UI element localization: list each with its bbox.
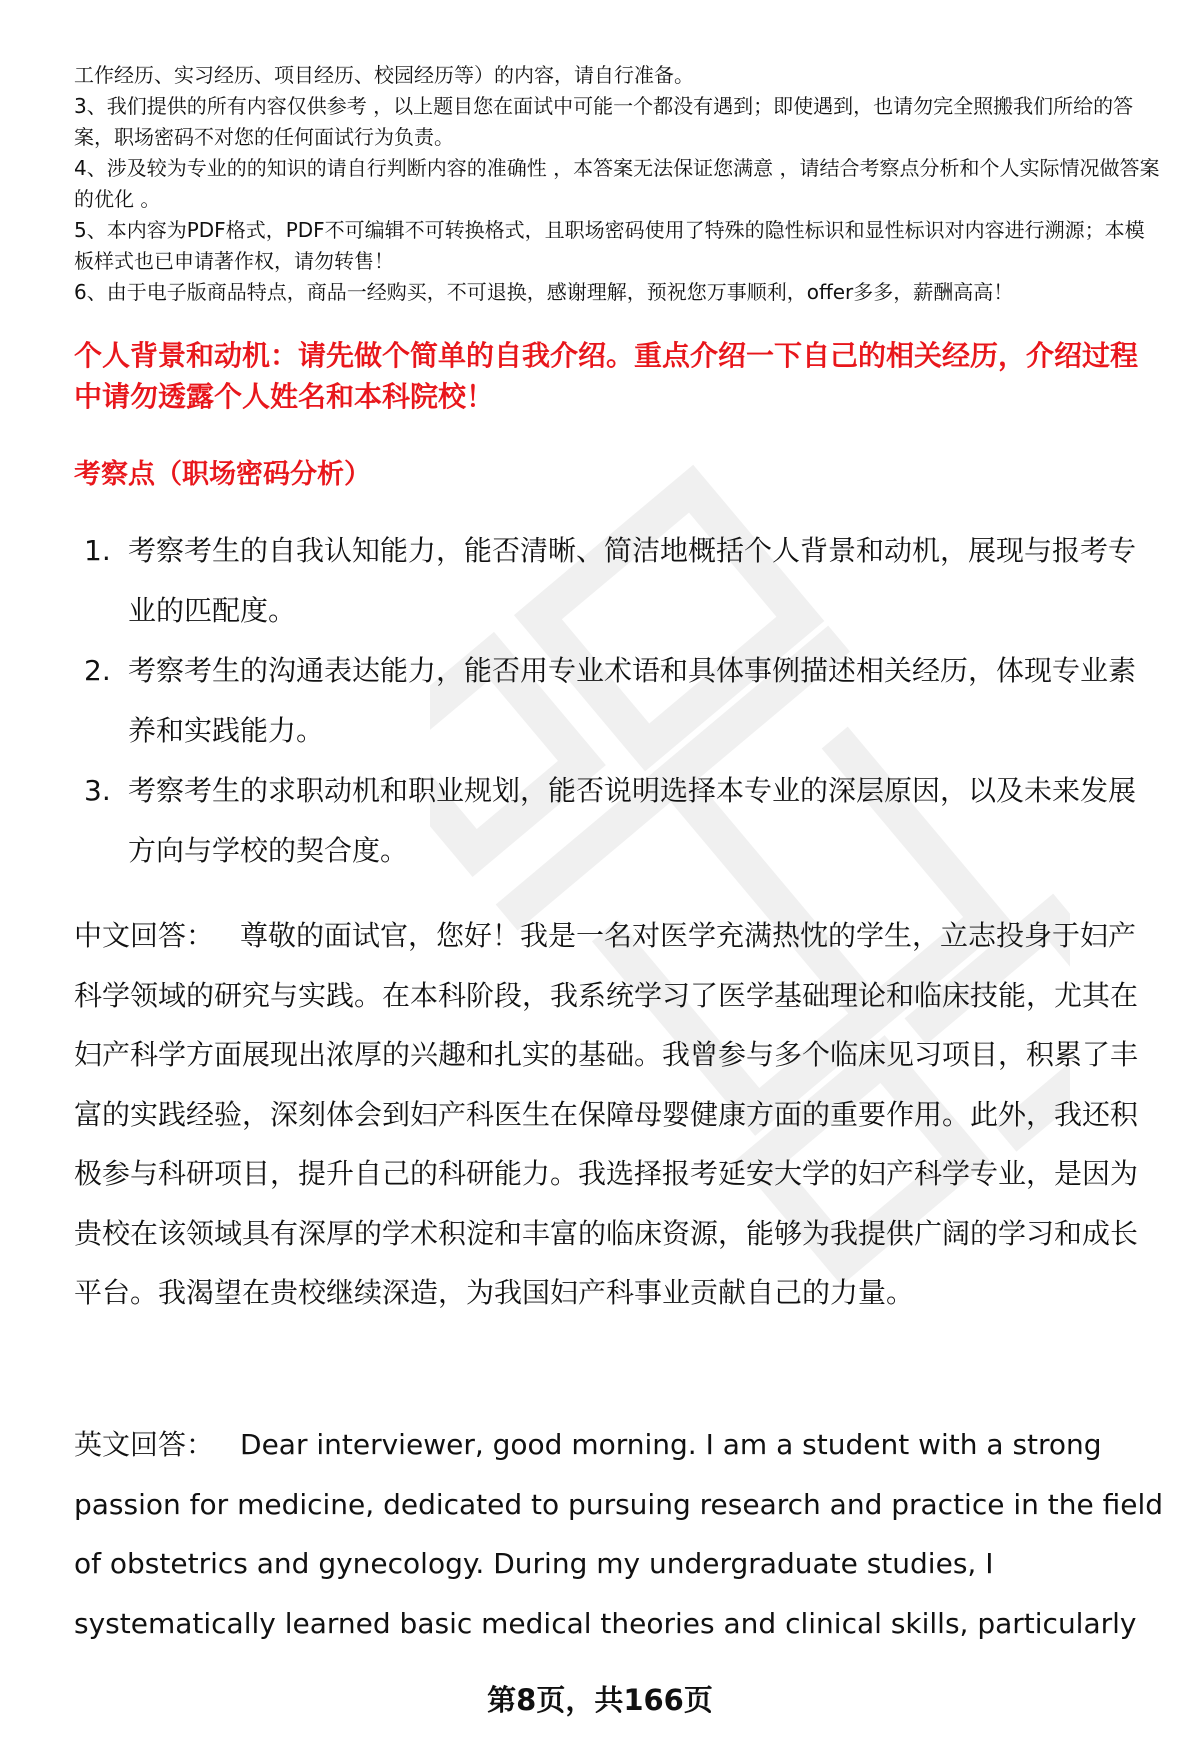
note-item: 3、我们提供的所有内容仅供参考 ，以上题目您在面试中可能一个都没有遇到；即使遇到，也请勿完全照搬我们所给的答案，职场密码不对您的任何面试行为负责。 [74,94,1134,149]
chinese-answer [74,906,1164,1323]
note-item: 工作经历、实习经历、项目经历、校园经历等）的内容，请自行准备。 [74,63,694,87]
chinese-answer-text: 尊敬的面试官，您好！我是一名对医学充满热忱的学生，立志投身于妇产科学领域的研究与实践。在本科阶段，我系统学习了医学基础理论和临床技能，尤其在妇产科学方面展现出浓厚的兴趣和扎实的基础。我曾参与多个临床见习项目，积累了丰富的实践经验，深刻体会到妇产科医生在保障母婴健康方面的重要作用。此外，我还积极参与科研项目，提升自己的科研能力。我选择报考延安大学的妇产科学专业，是因为贵校在该领域具有深厚的学术积淀和丰富的临床资源，能够为我提供广阔的学习和成长平台。我渴望在贵校继续深造，为我国妇产科事业贡献自己的力量。 [74,919,1139,1309]
key-point-item [84,641,1154,761]
key-point-item [84,521,1154,641]
english-answer-text: Dear interviewer, good morning. I am a student with a strong passion for medicine, dedicated to pursuing research and practice in the field of obstetrics and gynecology. During my undergraduate studies, I systematically learned basic medical theories and clinical skills, particularly [74,1428,1164,1640]
key-point-number: 3. [84,774,111,807]
key-point-text: 考察考生的沟通表达能力，能否用专业术语和具体事例描述相关经历，体现专业素养和实践能力。 [128,654,1137,747]
key-point-item [84,761,1154,881]
note-item: 4、涉及较为专业的的知识的请自行判断内容的准确性 ，本答案无法保证您满意 ，请结合考察点分析和个人实际情况做答案的优化 。 [74,156,1160,211]
page-number: 第8页，共166页 [487,1683,713,1717]
key-points-list [84,521,1154,881]
key-point-number: 2. [84,654,111,687]
note-item: 5、本内容为PDF格式，PDF不可编辑不可转换格式，且职场密码使用了特殊的隐性标识和显性标识对内容进行溯源；本模板样式也已申请著作权，请勿转售！ [74,218,1145,273]
note-item: 6、由于电子版商品特点，商品一经购买，不可退换，感谢理解，预祝您万事顺利，offer多多，薪酬高高！ [74,280,1014,304]
english-answer-label: 英文回答： [74,1428,215,1461]
chinese-answer-label: 中文回答： [74,919,215,952]
english-answer [74,1415,1164,1653]
key-point-number: 1. [84,534,111,567]
notes-list [74,60,1164,308]
key-point-text: 考察考生的求职动机和职业规划，能否说明选择本专业的深层原因，以及未来发展方向与学校的契合度。 [128,774,1137,867]
key-points-title: 考察点（职场密码分析） [74,459,371,490]
question-heading: 个人背景和动机：请先做个简单的自我介绍。重点介绍一下自己的相关经历，介绍过程中请勿透露个人姓名和本科院校！ [74,339,1139,413]
key-point-text: 考察考生的自我认知能力，能否清晰、简洁地概括个人背景和动机，展现与报考专业的匹配度。 [128,534,1137,627]
